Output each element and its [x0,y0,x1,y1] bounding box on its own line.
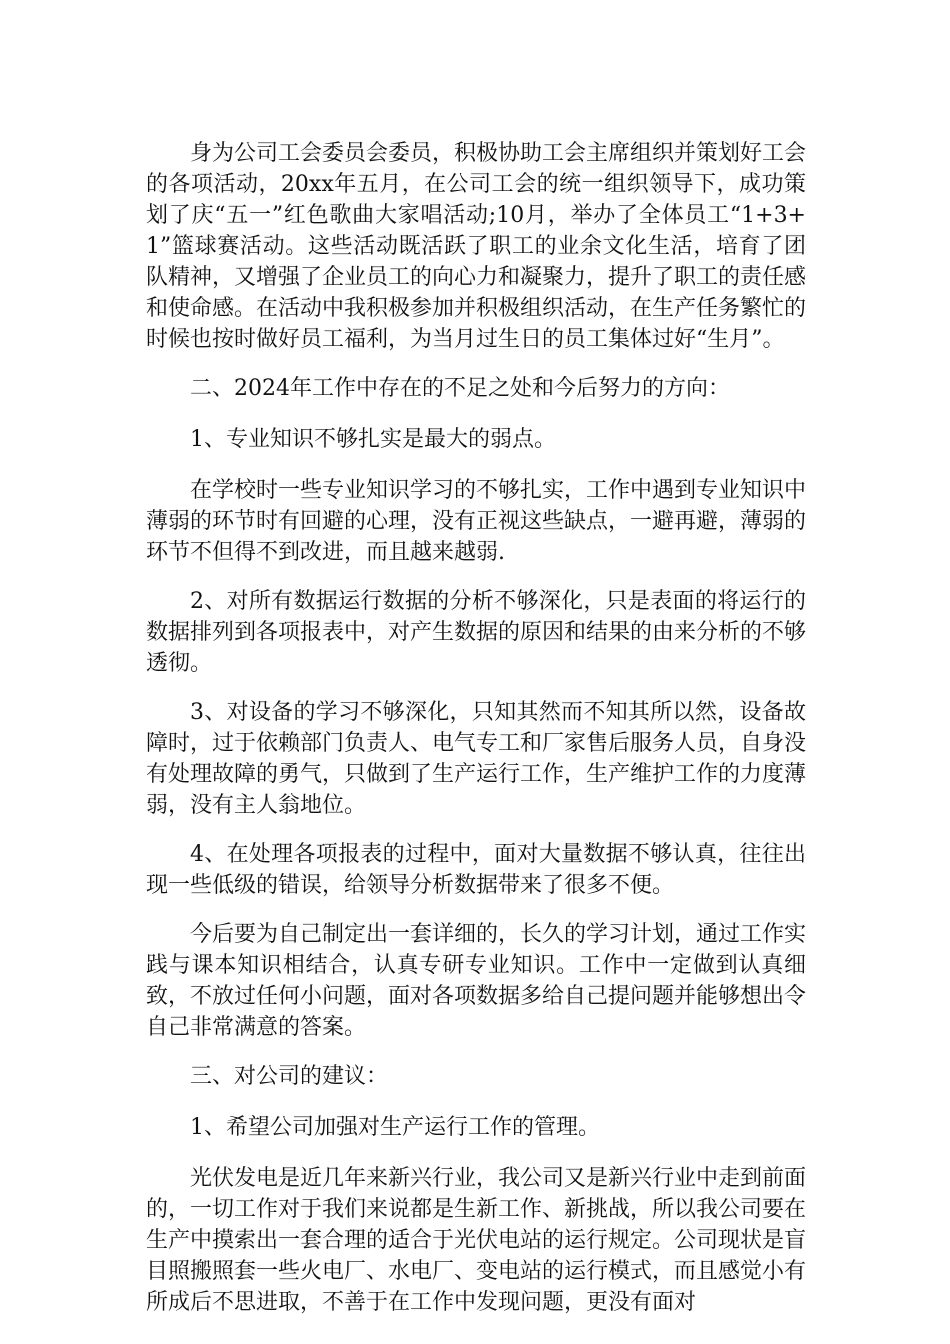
item-heading-knowledge: 1、专业知识不够扎实是最大的弱点。 [190,427,556,452]
paragraph-equipment-learning: 3、对设备的学习不够深化，只知其然而不知其所以然，设备故障时，过于依赖部门负责人、电气专工和厂家售后服务人员，自身没有处理故障的勇气，只做到了生产运行工作，生产维护工作的力度薄弱，没有主人翁地位。 [146,700,807,818]
paragraph-knowledge-detail: 在学校时一些专业知识学习的不够扎实，工作中遇到专业知识中薄弱的环节时有回避的心理，没有正视这些缺点，一避再避，薄弱的环节不但得不到改进，而且越来越弱. [146,478,807,565]
paragraph-data-analysis: 2、对所有数据运行数据的分析不够深化，只是表面的将运行的数据排列到各项报表中，对产生数据的原因和结果的由来分析的不够透彻。 [146,589,807,676]
paragraph-union-activities: 身为公司工会委员会委员，积极协助工会主席组织并策划好工会的各项活动，20xx年五月，在公司工会的统一组织领导下，成功策划了庆“五一”红色歌曲大家唱活动;10月，举办了全体员工“1+3+1”篮球赛活动。这些活动既活跃了职工的业余文化生活，培育了团队精神，又增强了企业员工的向心力和凝聚力，提升了职工的责任感和使命感。在活动中我积极参加并积极组织活动，在生产任务繁忙的时候也按时做好员工福利，为当月过生日的员工集体过好“生月”。 [146,141,807,352]
paragraph-photovoltaic: 光伏发电是近几年来新兴行业，我公司又是新兴行业中走到前面的，一切工作对于我们来说都是生新工作、新挑战，所以我公司要在生产中摸索出一套合理的适合于光伏电站的运行规定。公司现状是盲目照搬照套一些火电厂、水电厂、变电站的运行模式，而且感觉小有所成后不思进取，不善于在工作中发现问题，更没有面对 [146,1166,807,1315]
section-heading-shortcomings: 二、2024年工作中存在的不足之处和今后努力的方向： [190,376,730,401]
paragraph-report-errors: 4、在处理各项报表的过程中，面对大量数据不够认真，往往出现一些低级的错误，给领导分析数据带来了很多不便。 [146,842,806,898]
section-heading-suggestions: 三、对公司的建议： [190,1064,389,1089]
item-heading-management: 1、希望公司加强对生产运行工作的管理。 [190,1115,600,1140]
document-page [146,138,806,1336]
paragraph-future-plan: 今后要为自己制定出一套详细的，长久的学习计划，通过工作实践与课本知识相结合，认真专研专业知识。工作中一定做到认真细致，不放过任何小问题，面对各项数据多给自己提问题并能够想出令自己非常满意的答案。 [146,922,807,1040]
